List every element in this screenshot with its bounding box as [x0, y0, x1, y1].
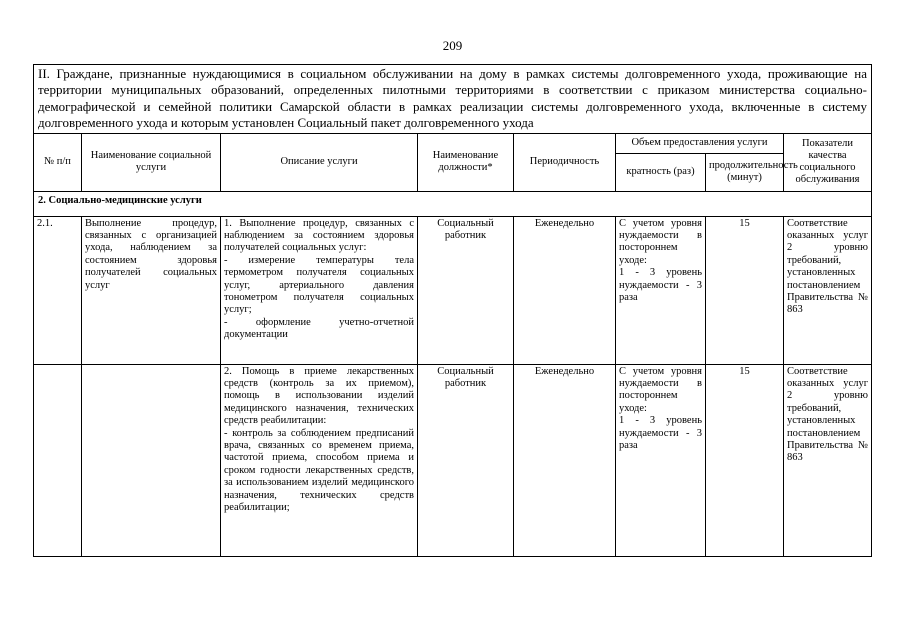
row-description: 2. Помощь в приеме лекарственных средств (контроль за их приемом), помощь в использовании изделий медицинского назначения, технических средств реабилитации: - контроль за соблюдением предписаний врача, связанных со временем приема, частотой приема, способом приема и сроком годности лекарственных средств, за использованием изделий медицинского назначения, технических средств реабилитации;: [221, 364, 418, 556]
table-row: [34, 364, 872, 556]
header-periodicity: Периодичность: [514, 133, 616, 191]
row-frequency: С учетом уровня нуждаемости в постороннем уходе: 1 - 3 уровень нуждаемости - 3 раза: [616, 216, 706, 364]
row-quality: Соответствие оказанных услуг 2 уровню требований, установленных постановлением Правительства № 863: [784, 216, 872, 364]
header-position: Наименование должности*: [418, 133, 514, 191]
header-volume: Объем предоставления услуги: [616, 133, 784, 153]
intro-text: II. Граждане, признанные нуждающимися в социальном обслуживании на дому в рамках системы долговременного ухода, проживающие на территории муниципальных образований, определенных пилотными территориями в соответствии с приказом министерства социально-демографической и семейной политики Самарской области в рамках реализации системы долговременного ухода, включенные в систему долговременного ухода и которым установлен Социальный пакет долговременного ухода: [34, 65, 872, 134]
header-quality: Показатели качества социального обслуживания: [784, 133, 872, 191]
row-num: [34, 364, 82, 556]
row-periodicity: Еженедельно: [514, 364, 616, 556]
header-description: Описание услуги: [221, 133, 418, 191]
row-service-name: [82, 364, 221, 556]
row-service-name: Выполнение процедур, связанных с организацией ухода, наблюдением за состоянием здоровья получателей социальных услуг: [82, 216, 221, 364]
services-table: [33, 64, 872, 557]
row-duration: 15: [706, 364, 784, 556]
row-quality: Соответствие оказанных услуг 2 уровню требований, установленных постановлением Правительства № 863: [784, 364, 872, 556]
row-frequency: С учетом уровня нуждаемости в постороннем уходе: 1 - 3 уровень нуждаемости - 3 раза: [616, 364, 706, 556]
header-num: № п/п: [34, 133, 82, 191]
row-num: 2.1.: [34, 216, 82, 364]
section-title: 2. Социально-медицинские услуги: [34, 191, 872, 216]
row-periodicity: Еженедельно: [514, 216, 616, 364]
page-number: 209: [442, 38, 463, 53]
row-position: Социальный работник: [418, 364, 514, 556]
row-position: Социальный работник: [418, 216, 514, 364]
table-row: [34, 216, 872, 364]
header-frequency: кратность (раз): [616, 153, 706, 191]
header-service-name: Наименование социальной услуги: [82, 133, 221, 191]
header-duration: продолжительность (минут): [706, 153, 784, 191]
row-duration: 15: [706, 216, 784, 364]
row-description: 1. Выполнение процедур, связанных с наблюдением за состоянием здоровья получателей социальных услуг: - измерение температуры тела термометром получателя социальных услуг, артериального давления тонометром получателя социальных услуг; - оформление учетно-отчетной документации: [221, 216, 418, 364]
